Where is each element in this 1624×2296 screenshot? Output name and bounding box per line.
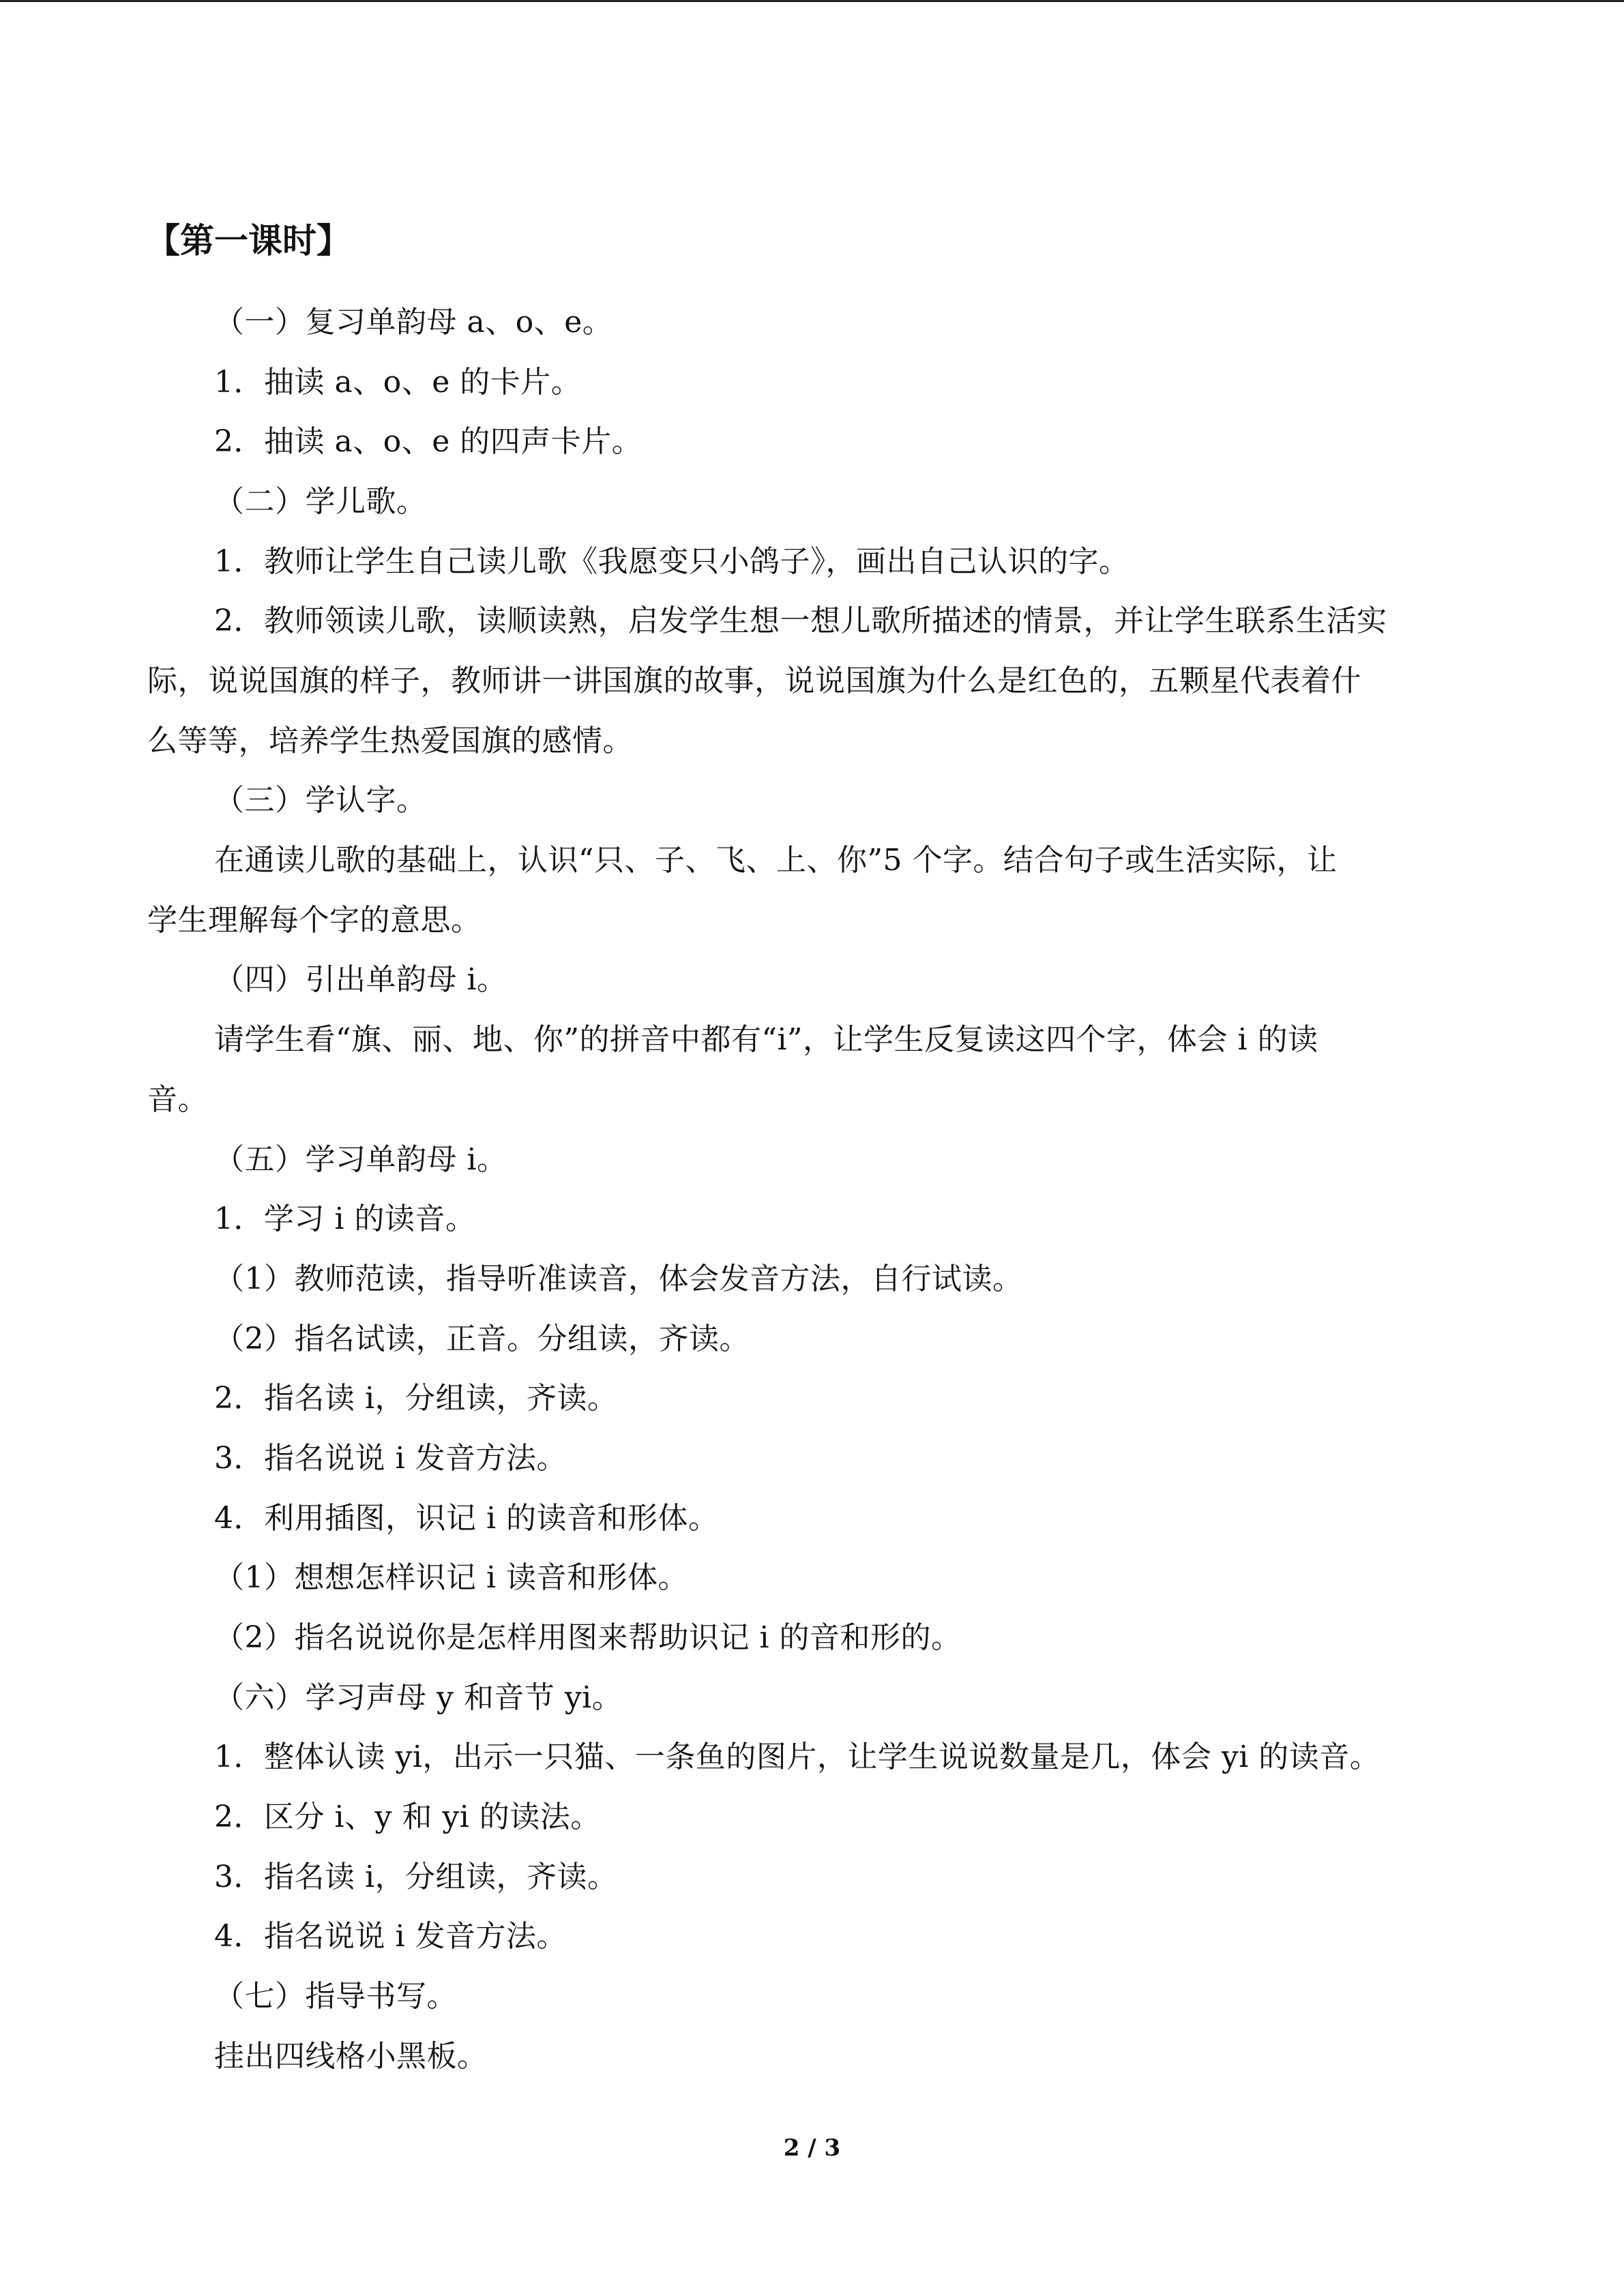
text-line: 1．整体认读 yi，出示一只猫、一条鱼的图片，让学生说说数量是几，体会 yi 的读音。 [214,1740,1381,1774]
text-line: 2．教师领读儿歌，读顺读熟，启发学生想一想儿歌所描述的情景，并让学生联系生活实 [214,603,1387,638]
text-line: 际，说说国旗的样子，教师讲一讲国旗的故事，说说国旗为什么是红色的，五颗星代表着什 [147,664,1361,698]
text-line: 音。 [147,1082,208,1117]
text-line: 1．学习 i 的读音。 [214,1202,476,1236]
text-line: 4．指名说说 i 发音方法。 [214,1919,567,1954]
page-number: 2 / 3 [783,2134,841,2162]
text-line: 2．指名读 i，分组读，齐读。 [214,1381,618,1416]
text-line: （六）学习声母 y 和音节 yi。 [214,1680,623,1715]
text-line: 请学生看“旗、丽、地、你”的拼音中都有“i”，让学生反复读这四个字，体会 i 的读 [214,1022,1318,1057]
text-line: （1）想想怎样识记 i 读音和形体。 [214,1560,689,1595]
text-line: 在通读儿歌的基础上，认识“只、子、飞、上、你”5 个字。结合句子或生活实际，让 [214,843,1338,878]
text-line: 学生理解每个字的意思。 [147,903,482,938]
text-line: （七）指导书写。 [214,1979,457,2014]
text-line: （四）引出单韵母 i。 [214,962,507,997]
text-line: （二）学儿歌。 [214,484,427,519]
text-line: （五）学习单韵母 i。 [214,1142,507,1177]
text-line: 么等等，培养学生热爱国旗的感情。 [147,724,633,758]
text-line: （三）学认字。 [214,783,427,818]
text-line: （2）指名试读，正音。分组读，齐读。 [214,1322,750,1356]
text-line: （2）指名说说你是怎样用图来帮助识记 i 的音和形的。 [214,1620,962,1655]
text-line: 2．区分 i、y 和 yi 的读法。 [214,1800,601,1834]
text-line: （一）复习单韵母 a、o、e。 [214,305,613,340]
text-line: 3．指名说说 i 发音方法。 [214,1441,567,1476]
text-line: 1．抽读 a、o、e 的卡片。 [214,365,582,400]
text-line: 4．利用插图，识记 i 的读音和形体。 [214,1501,719,1536]
section-heading: 【第一课时】 [146,220,351,260]
text-line: 挂出四线格小黑板。 [214,2039,488,2074]
text-line: （1）教师范读，指导听准读音，体会发音方法，自行试读。 [214,1262,1023,1296]
text-line: 2．抽读 a、o、e 的四声卡片。 [214,424,643,459]
text-line: 3．指名读 i，分组读，齐读。 [214,1860,618,1894]
top-border [0,0,1624,2]
text-line: 1．教师让学生自己读儿歌《我愿变只小鸽子》，画出自己认识的字。 [214,544,1130,579]
